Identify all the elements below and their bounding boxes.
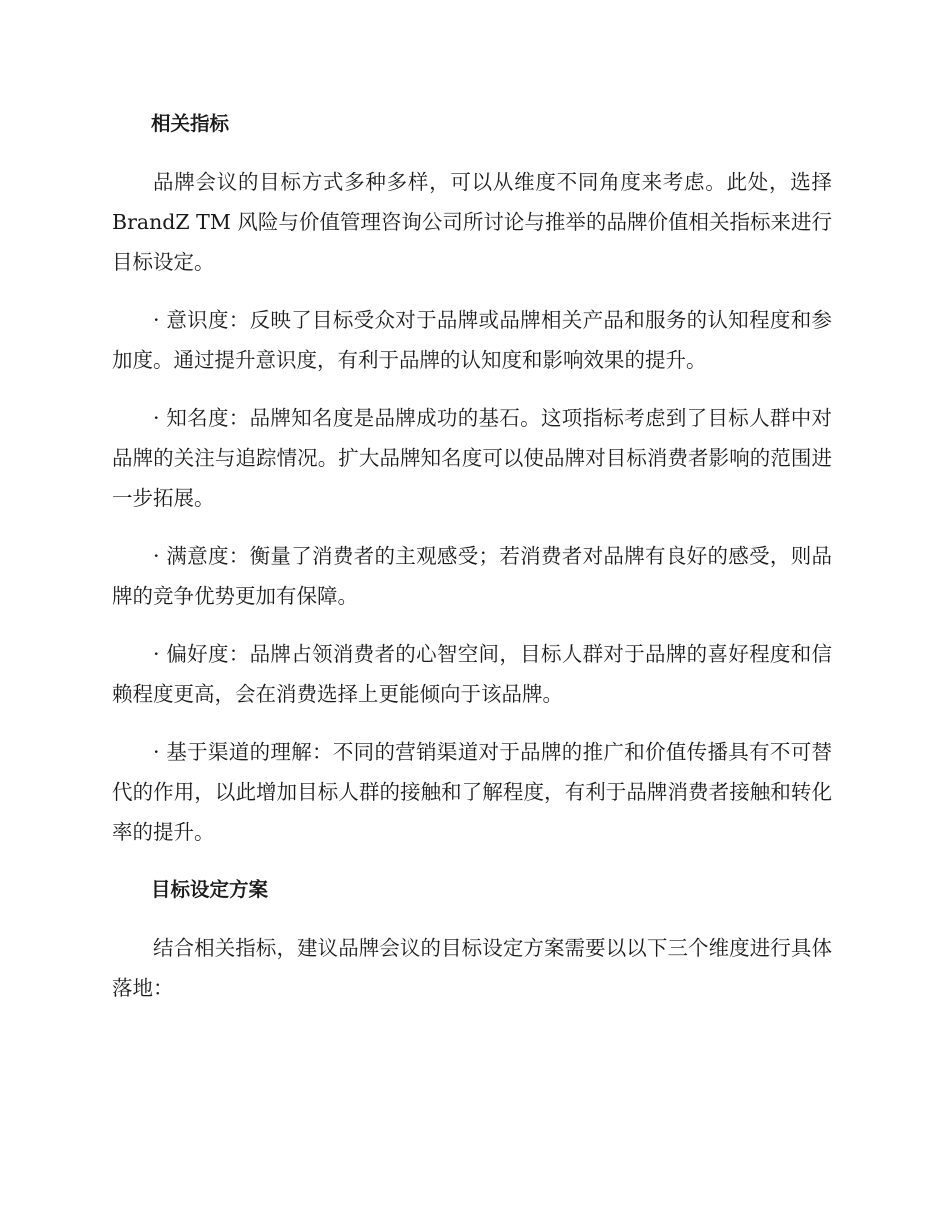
paragraph-preference: · 偏好度：品牌占领消费者的心智空间，目标人群对于品牌的喜好程度和信赖程度更高，会在消费选择上更能倾向于该品牌。 bbox=[112, 642, 832, 706]
paragraph-popularity: · 知名度：品牌知名度是品牌成功的基石。这项指标考虑到了目标人群中对品牌的关注与追踪情况。扩大品牌知名度可以使品牌对目标消费者影响的范围进一步拓展。 bbox=[112, 406, 832, 510]
paragraph-awareness: · 意识度：反映了目标受众对于品牌或品牌相关产品和服务的认知程度和参加度。通过提升意识度，有利于品牌的认知度和影响效果的提升。 bbox=[112, 308, 832, 372]
paragraph-intro: 品牌会议的目标方式多种多样，可以从维度不同角度来考虑。此处，选择 BrandZ TM 风险与价值管理咨询公司所讨论与推举的品牌价值相关指标来进行目标设定。 bbox=[112, 170, 832, 274]
section-heading-related-metrics: 相关指标 bbox=[151, 112, 230, 135]
paragraph-channel: · 基于渠道的理解：不同的营销渠道对于品牌的推广和价值传播具有不可替代的作用，以此增加目标人群的接触和了解程度，有利于品牌消费者接触和转化率的提升。 bbox=[112, 740, 832, 844]
paragraph-satisfaction: · 满意度：衡量了消费者的主观感受；若消费者对品牌有良好的感受，则品牌的竞争优势更加有保障。 bbox=[112, 544, 832, 608]
paragraph-goal-plan: 结合相关指标，建议品牌会议的目标设定方案需要以以下三个维度进行具体落地： bbox=[112, 936, 832, 1000]
section-heading-goal-plan: 目标设定方案 bbox=[151, 878, 269, 901]
